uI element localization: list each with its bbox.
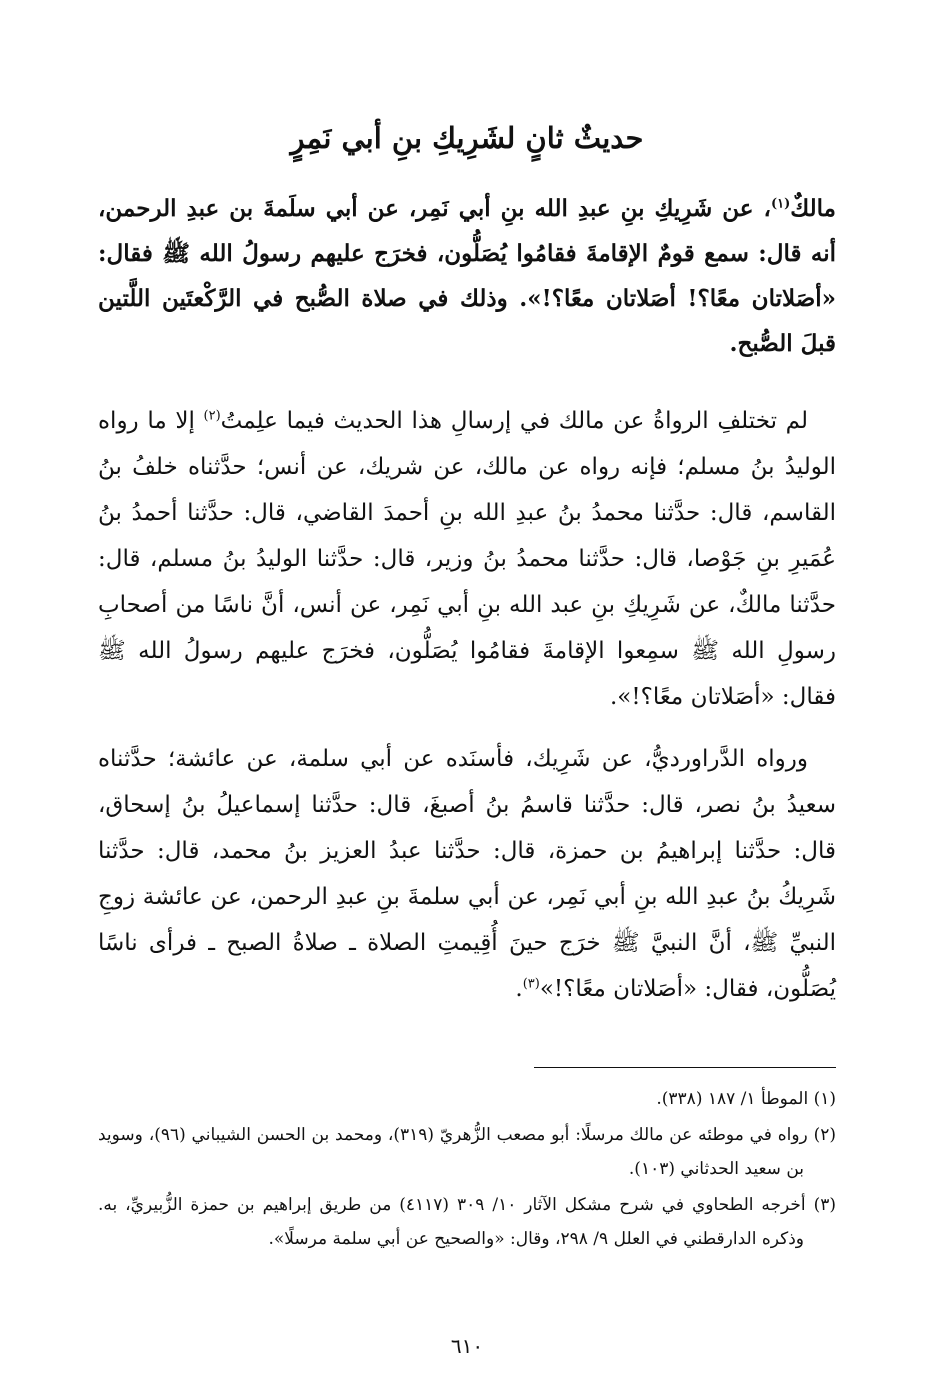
hadith-body: ، عن شَرِيكِ بنِ عبدِ الله بنِ أبي نَمِر، عن أبي سلَمةَ بن عبدِ الرحمن، أنه قال: سمع قومٌ الإقامةَ فقامُوا يُصَلُّون، فخرَج عليهم رسولُ الله ﷺ فقال: «أصَلاتان معًا؟! أصَلاتان معًا؟!». وذلك في صلاة الصُّبح في الرَّكْعتَين اللَّتين قبلَ الصُّبح. <box>98 195 836 357</box>
footnote-marker-3[interactable]: (٣) <box>522 976 540 992</box>
page-number: ٦١٠ <box>450 1334 484 1358</box>
footnote-marker-2[interactable]: (٢) <box>203 408 221 424</box>
hadith-lead: مالكٌ <box>790 195 836 222</box>
hadith-text <box>98 186 836 366</box>
book-page <box>98 0 836 1377</box>
footnote-2: (٢) رواه في موطئه عن مالك مرسلًا: أبو مصعب الزُّهريّ (٣١٩)، ومحمد بن الحسن الشيباني (٩٦)، وسويد بن سعيد الحدثاني (١٠٣). <box>98 1125 836 1179</box>
paragraph-1-text-start: لم تختلفِ الرواةُ عن مالك في إرسالِ هذا الحديث فيما علِمتُ <box>220 408 808 434</box>
commentary-paragraph-1 <box>98 398 836 720</box>
footnote-separator <box>534 1067 836 1068</box>
commentary-paragraph-2 <box>98 736 836 1012</box>
paragraph-2-text-start: ورواه الدَّراورديُّ، عن شَرِيك، فأسنَده عن أبي سلمة، عن عائشة؛ حدَّثناه سعيدُ بنُ نصر، قال: حدَّثنا قاسمُ بنُ أصبغَ، قال: حدَّثنا إسماعيلُ بنُ إسحاق، قال: حدَّثنا إبراهيمُ بن حمزة، قال: حدَّثنا عبدُ العزيز بنُ محمد، قال: حدَّثنا شَرِيكُ بنُ عبدِ الله بنِ أبي نَمِر، عن أبي سلمةَ بنِ عبدِ الرحمن، عن عائشة زوجِ النبيِّ ﷺ، أنَّ النبيَّ ﷺ خرَج حينَ أُقِيمتِ الصلاة ـ صلاةُ الصبح ـ فرأى ناسًا يُصَلُّون، فقال: «أصَلاتان معًا؟!» <box>98 746 836 1002</box>
paragraph-1-text-end: إلا ما رواه الوليدُ بنُ مسلم؛ فإنه رواه عن مالك، عن شريك، عن أنس؛ حدَّثناه خلفُ بنُ القاسم، قال: حدَّثنا محمدُ بنُ عبدِ الله بنِ أحمدَ القاضي، قال: حدَّثنا أحمدُ بنُ عُمَيرِ بنِ جَوْصا، قال: حدَّثنا محمدُ بنُ وزير، قال: حدَّثنا الوليدُ بنُ مسلم، قال: حدَّثنا مالكٌ، عن شَرِيكِ بنِ عبد الله بنِ أبي نَمِر، عن أنس، أنَّ ناسًا من أصحابِ رسولِ الله ﷺ سمِعوا الإقامةَ فقامُوا يُصَلُّون، فخرَج عليهم رسولُ الله ﷺ فقال: «أصَلاتان معًا؟!». <box>98 408 836 710</box>
footnote-1: (١) الموطأ ١/ ١٨٧ (٣٣٨). <box>656 1089 836 1109</box>
footnote-marker-1[interactable]: (١) <box>770 196 791 212</box>
paragraph-2-text-end: . <box>515 976 523 1002</box>
section-title: حديثٌ ثانٍ لشَرِيكِ بنِ أبي نَمِرٍ <box>290 121 644 155</box>
footnotes <box>98 1082 836 1258</box>
footnote-3: (٣) أخرجه الطحاوي في شرح مشكل الآثار ١٠/ ٣٠٩ (٤١١٧) من طريق إبراهيم بن حمزة الزُّبيريِّ، به. وذكره الدارقطني في العلل ٩/ ٢٩٨، وقال: «والصحيح عن أبي سلمة مرسلًا». <box>98 1195 836 1249</box>
commentary <box>98 398 836 1028</box>
